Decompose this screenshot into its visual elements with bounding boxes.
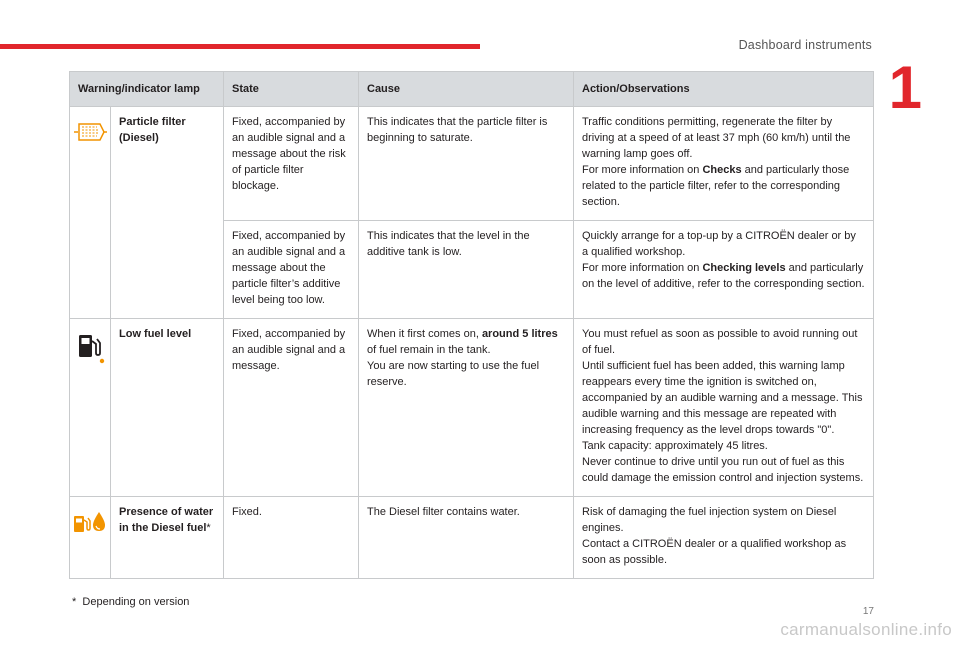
table-row	[70, 319, 874, 497]
column-header-action: Action/Observations	[574, 72, 874, 107]
action-text: Quickly arrange for a top-up by a CITROËN dealer or by a qualified workshop.	[582, 230, 856, 258]
fuel-quantity: around 5 litres	[481, 328, 558, 340]
water-in-diesel-icon	[72, 509, 108, 535]
action-text: Tank capacity: approximately 45 litres.	[582, 440, 768, 452]
cause-text: When it first comes on,	[367, 328, 482, 340]
column-header-cause: Cause	[359, 72, 574, 107]
lamp-name-low-fuel: Low fuel level	[111, 319, 224, 497]
warning-lamp-table	[69, 71, 874, 579]
section-title: Dashboard instruments	[738, 38, 872, 52]
column-header-state: State	[224, 72, 359, 107]
cause-cell	[359, 319, 574, 497]
action-cell	[574, 221, 874, 319]
action-text: For more information on	[582, 262, 703, 274]
action-text: Until sufficient fuel has been added, this warning lamp reappears every time the ignition is switched on, accompanied by an audible warning and a message. This audible warning and this message are repeated with increasing frequency as the level drops towards "0".	[582, 360, 863, 436]
action-cell	[574, 107, 874, 221]
action-text: Contact a CITROËN dealer or a qualified workshop as soon as possible.	[582, 538, 847, 566]
footnote-mark: *	[72, 596, 77, 608]
cause-text: of fuel remain in the tank.	[367, 344, 491, 356]
fuel-pump-icon	[73, 331, 107, 365]
red-accent-bar	[0, 44, 480, 49]
icon-cell	[70, 319, 111, 497]
lamp-name-text: Presence of water in the Diesel fuel	[119, 506, 214, 534]
action-text: Traffic conditions permitting, regenerate the filter by driving at a speed of at least 37 mph (60 km/h) until the warning lamp goes off.	[582, 116, 851, 160]
action-text: Never continue to drive until you run out of fuel as this could damage the emission control and injection systems.	[582, 456, 864, 484]
icon-cell	[70, 497, 111, 579]
action-cell	[574, 319, 874, 497]
state-text: Fixed, accompanied by an audible signal and a message about the risk of particle filter blockage.	[224, 107, 359, 221]
footnote-mark: *	[206, 522, 211, 534]
icon-cell	[70, 107, 111, 319]
footnote	[72, 596, 189, 608]
footnote-text: Depending on version	[82, 596, 190, 608]
state-text: Fixed, accompanied by an audible signal and a message.	[224, 319, 359, 497]
lamp-name-water-in-diesel	[111, 497, 224, 579]
state-text: Fixed, accompanied by an audible signal and a message about the particle filter’s additive level being too low.	[224, 221, 359, 319]
state-text: Fixed.	[224, 497, 359, 579]
page-number: 17	[862, 606, 874, 617]
cause-text: This indicates that the particle filter is beginning to saturate.	[359, 107, 574, 221]
cause-text: This indicates that the level in the additive tank is low.	[359, 221, 574, 319]
cause-text: You are now starting to use the fuel reserve.	[367, 360, 540, 388]
action-cell	[574, 497, 874, 579]
cross-reference: Checks	[702, 164, 742, 176]
cross-reference: Checking levels	[702, 262, 786, 274]
action-text: Risk of damaging the fuel injection system on Diesel engines.	[582, 506, 837, 534]
cause-text: The Diesel filter contains water.	[359, 497, 574, 579]
particle-filter-icon	[73, 119, 107, 145]
action-text: You must refuel as soon as possible to avoid running out of fuel.	[582, 328, 858, 356]
table-header-row	[70, 72, 874, 107]
watermark: carmanualsonline.info	[780, 620, 952, 639]
chapter-number: 1	[888, 54, 922, 121]
action-text: and particularly those related to the particle filter, refer to the corresponding section.	[582, 164, 850, 208]
action-text: and particularly on the level of additive, refer to the corresponding section.	[582, 262, 865, 290]
table-row	[70, 497, 874, 579]
column-header-lamp: Warning/indicator lamp	[70, 72, 224, 107]
table-row	[70, 107, 874, 221]
action-text: For more information on	[582, 164, 703, 176]
lamp-name-particle-filter: Particle filter (Diesel)	[111, 107, 224, 319]
